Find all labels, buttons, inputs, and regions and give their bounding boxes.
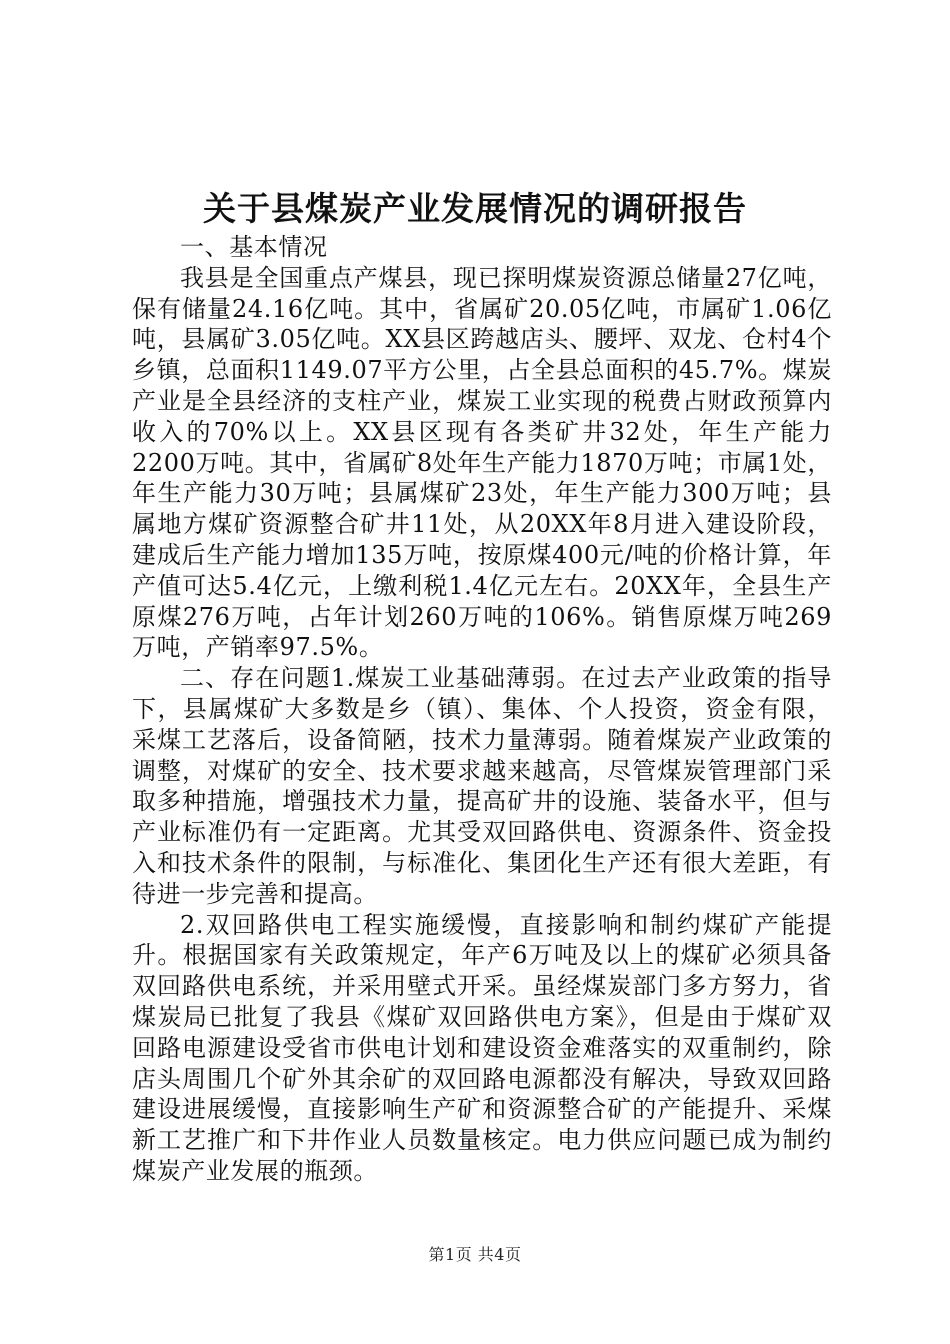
- document-title: 关于县煤炭产业发展情况的调研报告: [203, 189, 747, 228]
- paragraph-basic-situation: 我县是全国重点产煤县，现已探明煤炭资源总储量27亿吨，保有储量24.16亿吨。其中，省属矿20.05亿吨，市属矿1.06亿吨，县属矿3.05亿吨。XX县区跨越店头、腰坪、双龙、仓村4个乡镇，总面积1149.07平方公里，占全县总面积的45.7%。煤炭产业是全县经济的支柱产业，煤炭工业实现的税费占财政预算内收入的70%以上。XX县区现有各类矿井32处，年生产能力2200万吨。其中，省属矿8处年生产能力1870万吨；市属1处，年生产能力30万吨；县属煤矿23处，年生产能力300万吨；县属地方煤矿资源整合矿井11处，从20XX年8月进入建设阶段，建成后生产能力增加135万吨，按原煤400元/吨的价格计算，年产值可达5.4亿元，上缴利税1.4亿元左右。20XX年，全县生产原煤276万吨，占年计划260万吨的106%。销售原煤万吨269万吨，产销率97.5%。: [132, 263, 832, 662]
- page-number-footer: 第1页 共4页: [428, 1245, 522, 1264]
- section-heading-basic-situation: 一、基本情况: [180, 233, 328, 261]
- document-body: [132, 232, 832, 1187]
- paragraph-problems-2: 2.双回路供电工程实施缓慢，直接影响和制约煤矿产能提升。根据国家有关政策规定，年产6万吨及以上的煤矿必须具备双回路供电系统，并采用壁式开采。虽经煤炭部门多方努力，省煤炭局已批复了我县《煤矿双回路供电方案》，但是由于煤矿双回路电源建设受省市供电计划和建设资金难落实的双重制约，除店头周围几个矿外其余矿的双回路电源都没有解决，导致双回路建设进展缓慢，直接影响生产矿和资源整合矿的产能提升、采煤新工艺推广和下井作业人员数量核定。电力供应问题已成为制约煤炭产业发展的瓶颈。: [132, 910, 832, 1185]
- paragraph-problems-1: 二、存在问题1.煤炭工业基础薄弱。在过去产业政策的指导下，县属煤矿大多数是乡（镇）、集体、个人投资，资金有限，采煤工艺落后，设备简陋，技术力量薄弱。随着煤炭产业政策的调整，对煤矿的安全、技术要求越来越高，尽管煤炭管理部门采取多种措施，增强技术力量，提高矿井的设施、装备水平，但与产业标准仍有一定距离。尤其受双回路供电、资源条件、资金投入和技术条件的限制，与标准化、集团化生产还有很大差距，有待进一步完善和提高。: [132, 664, 832, 908]
